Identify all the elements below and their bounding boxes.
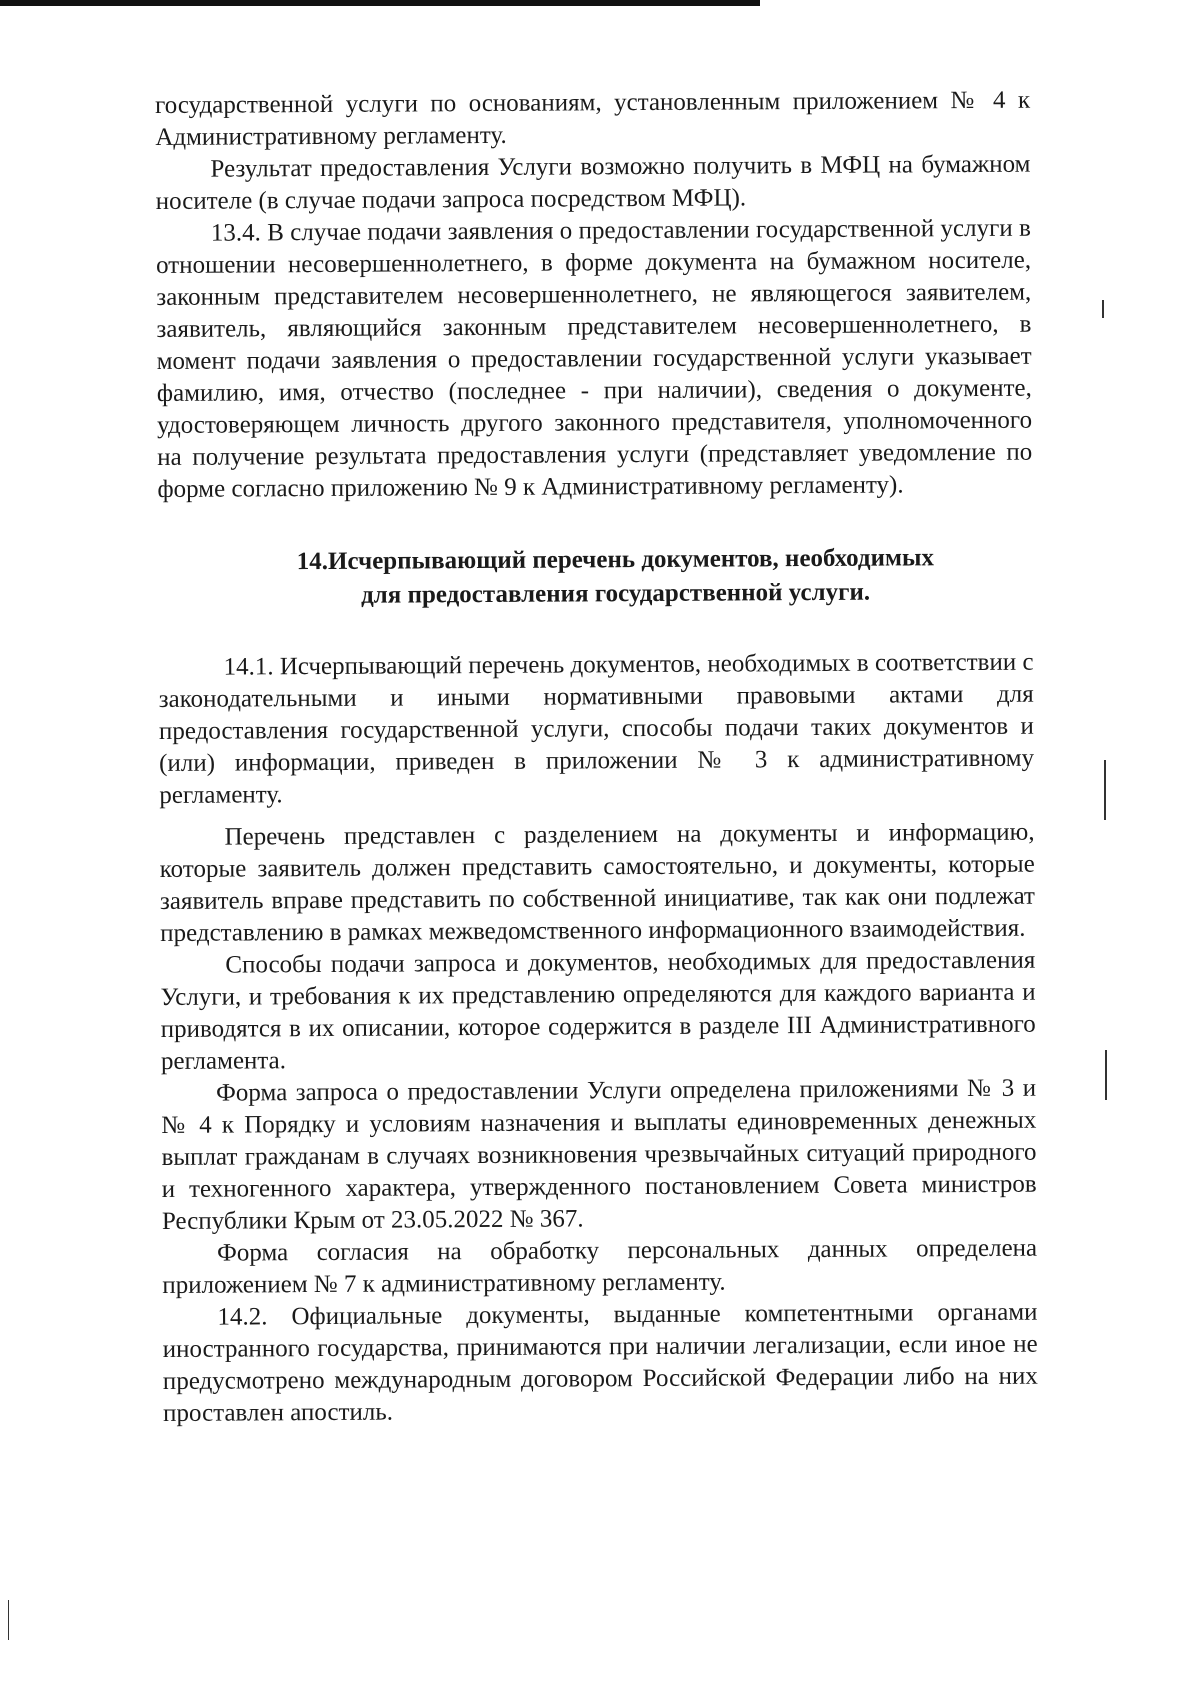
paragraph: государственной услуги по основаниям, установленным приложением № 4 к Административному регламенту. bbox=[155, 86, 1031, 151]
scan-edge-mark bbox=[0, 0, 760, 6]
paragraph: 14.1. Исчерпывающий перечень документов, необходимых в соответствии с законодательными и иными нормативными правовыми актами для предоставления государственной услуги, способы подачи таких документов и (или) информации, приведен в приложении № 3 к административному регламенту. bbox=[158, 648, 1035, 809]
paragraph: Способы подачи запроса и документов, необходимых для предоставления Услуги, и требования к их представлению определяются для каждого варианта и приводятся в их описании, которое содержится в разделе III Административного регламента. bbox=[160, 946, 1036, 1075]
scan-speck bbox=[1102, 300, 1104, 318]
section-heading bbox=[158, 541, 1033, 614]
paragraph: 14.2. Официальные документы, выданные компетентными органами иностранного государства, принимаются при наличии легализации, если иное не предусмотрено международным договором Российской Федерации либо на них проставлен апостиль. bbox=[162, 1298, 1038, 1427]
paragraph: Форма запроса о предоставлении Услуги определена приложениями № 3 и № 4 к Порядку и условиям назначения и выплаты единовременных денежных выплат гражданам в случаях возникновения чрезвычайных ситуаций природного и техногенного характера, утвержденного постановлением Совета министров Республики Крым от 23.05.2022 № 367. bbox=[161, 1074, 1037, 1235]
document-page bbox=[155, 85, 1038, 1430]
paragraph: Форма согласия на обработку персональных данных определена приложением № 7 к административному регламенту. bbox=[162, 1234, 1038, 1299]
section-heading-line: 14.Исчерпывающий перечень документов, необходимых bbox=[296, 544, 935, 576]
section-heading-line: для предоставления государственной услуги. bbox=[361, 578, 871, 609]
paragraph: Результат предоставления Услуги возможно получить в МФЦ на бумажном носителе (в случае подачи запроса посредством МФЦ). bbox=[155, 150, 1031, 215]
paragraph: 13.4. В случае подачи заявления о предоставлении государственной услуги в отношении несовершеннолетнего, в форме документа на бумажном носителе, законным представителем несовершеннолетнего, не являющегося заявителем, заявитель, являющийся законным представителем несовершеннолетнего, в момент подачи заявления о предоставлении государственной услуги указывает фамилию, имя, отчество (последнее - при наличии), сведения о документе, удостоверяющем личность другого законного представителя, уполномоченного на получение результата предоставления услуги (представляет уведомление по форме согласно приложению № 9 к Административному регламенту). bbox=[155, 214, 1033, 503]
scan-speck bbox=[1104, 760, 1106, 820]
scan-speck bbox=[8, 1600, 9, 1640]
scan-speck bbox=[1105, 1050, 1107, 1100]
paragraph: Перечень представлен с разделением на документы и информацию, которые заявитель должен представить самостоятельно, и документы, которые заявитель вправе представить по собственной инициативе, так как они подлежат представлению в рамках межведомственного информационного взаимодействия. bbox=[159, 818, 1036, 947]
